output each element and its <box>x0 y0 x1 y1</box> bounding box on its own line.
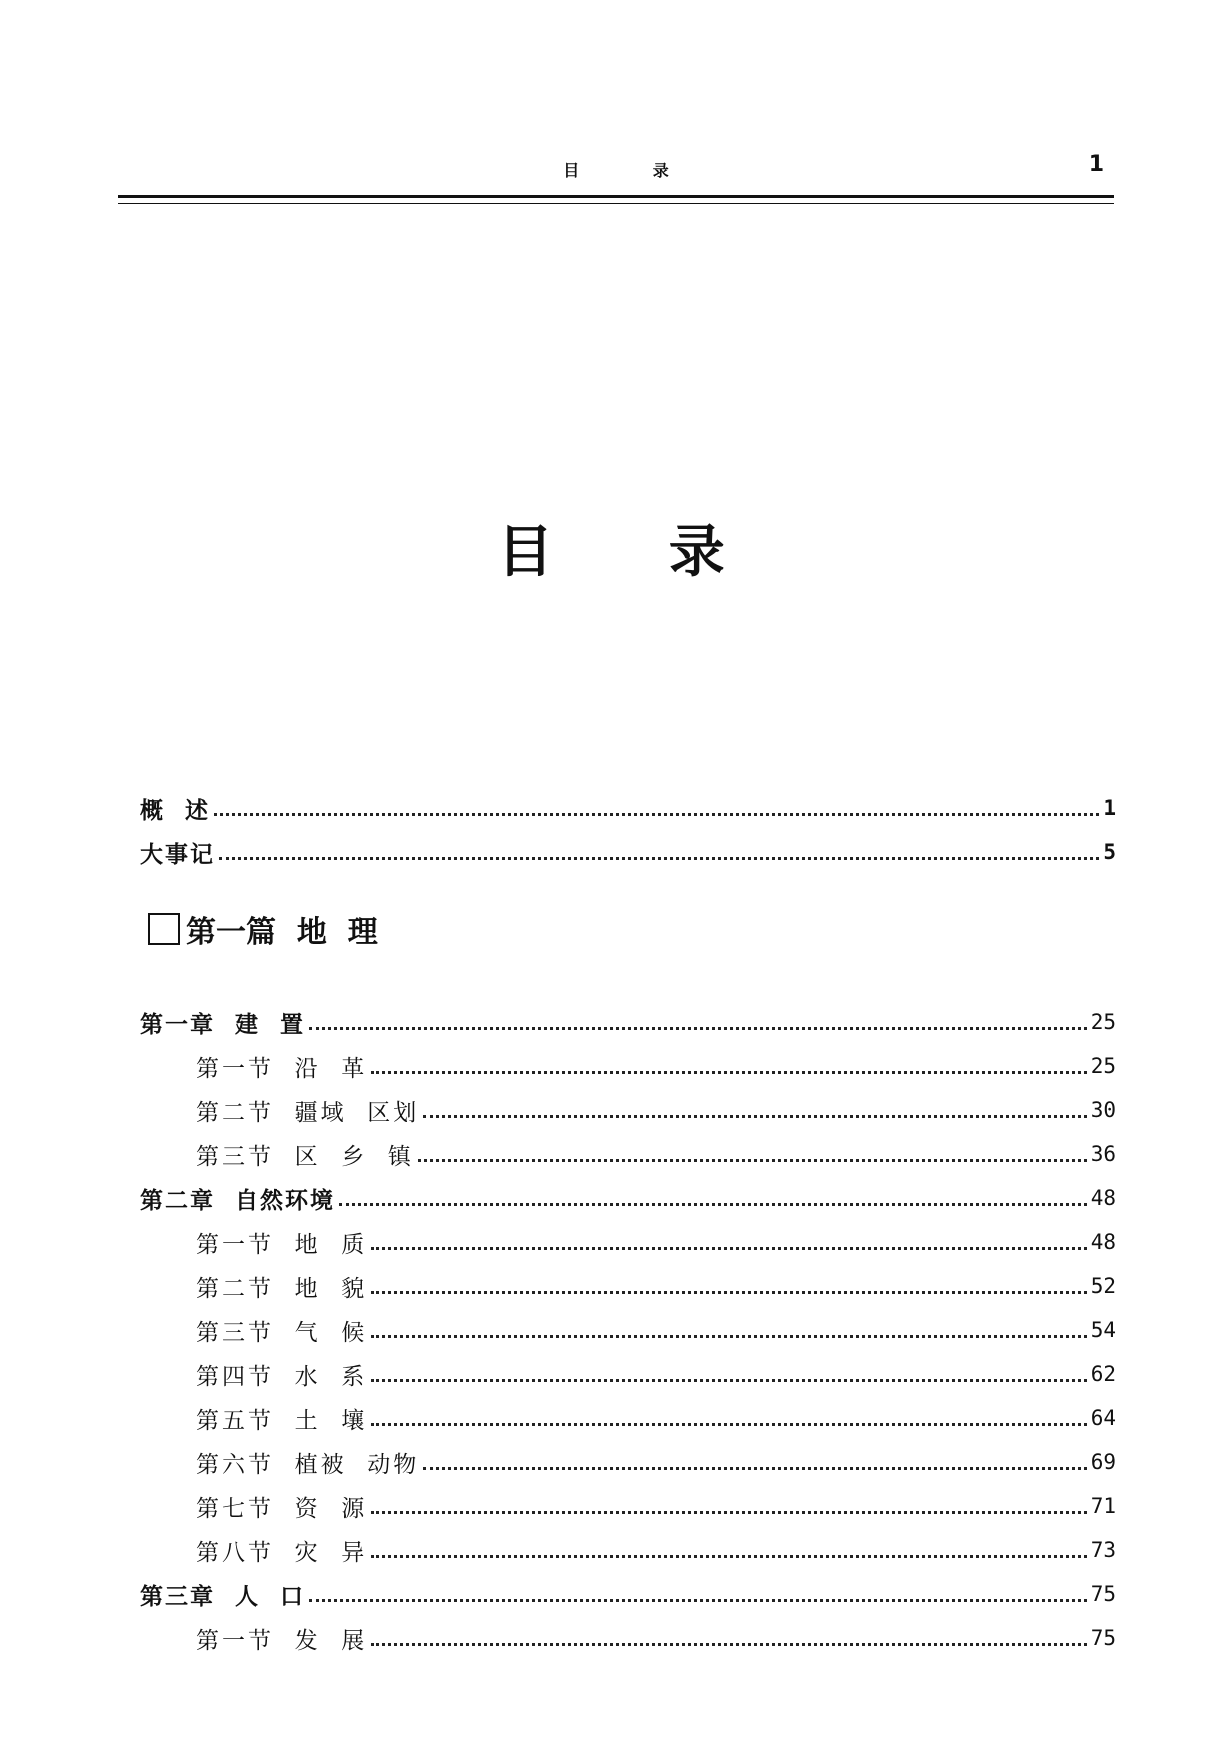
toc-section-page: 48 <box>1090 1230 1116 1254</box>
dot-leader <box>418 1159 1087 1162</box>
toc-section-label: 第五节 土 壤 <box>196 1407 368 1434</box>
toc-entry-label: 概 述 <box>140 797 211 824</box>
toc-section-label: 第六节 植被 动物 <box>196 1451 420 1478</box>
table-of-contents <box>140 786 1116 1660</box>
toc-section-label: 第三节 区 乡 镇 <box>196 1143 414 1170</box>
toc-chapter-page: 75 <box>1090 1582 1116 1606</box>
part-heading[interactable] <box>140 874 1116 974</box>
running-head-title: 目 录 <box>563 161 703 180</box>
dot-leader <box>219 857 1099 860</box>
dot-leader <box>371 1335 1086 1338</box>
toc-section-label: 第二节 地 貌 <box>196 1275 368 1302</box>
toc-section-page: 75 <box>1090 1626 1116 1650</box>
page-title: 目 录 <box>497 520 773 585</box>
toc-chapter-label: 第二章 自然环境 <box>140 1187 336 1214</box>
header-rule-thick <box>118 195 1114 198</box>
toc-section-page: 73 <box>1090 1538 1116 1562</box>
toc-section[interactable] <box>140 1528 1116 1572</box>
dot-leader <box>309 1599 1087 1602</box>
dot-leader <box>371 1643 1086 1646</box>
toc-chapter-label: 第一章 建 置 <box>140 1011 306 1038</box>
toc-section[interactable] <box>140 1440 1116 1484</box>
header-rule-thin <box>118 203 1114 204</box>
toc-section-label: 第一节 地 质 <box>196 1231 368 1258</box>
toc-section[interactable] <box>140 1396 1116 1440</box>
toc-section-page: 69 <box>1090 1450 1116 1474</box>
running-head-page-number: 1 <box>1088 152 1104 177</box>
toc-section[interactable] <box>140 1044 1116 1088</box>
toc-section-label: 第一节 发 展 <box>196 1627 368 1654</box>
toc-section-page: 64 <box>1090 1406 1116 1430</box>
toc-entry-chronicle[interactable] <box>140 830 1116 874</box>
toc-chapter-3[interactable] <box>140 1572 1116 1616</box>
dot-leader <box>371 1511 1086 1514</box>
toc-chapter-1[interactable] <box>140 1000 1116 1044</box>
toc-section[interactable] <box>140 1308 1116 1352</box>
dot-leader <box>423 1115 1086 1118</box>
toc-section-label: 第四节 水 系 <box>196 1363 368 1390</box>
toc-section-label: 第七节 资 源 <box>196 1495 368 1522</box>
toc-chapter-label: 第三章 人 口 <box>140 1583 306 1610</box>
part-heading-label: 第一篇 地 理 <box>186 915 378 950</box>
toc-section-label: 第一节 沿 革 <box>196 1055 368 1082</box>
toc-section-page: 36 <box>1090 1142 1116 1166</box>
toc-entry-overview[interactable] <box>140 786 1116 830</box>
toc-section-page: 62 <box>1090 1362 1116 1386</box>
dot-leader <box>214 813 1099 816</box>
dot-leader <box>423 1467 1086 1470</box>
dot-leader <box>339 1203 1087 1206</box>
toc-section[interactable] <box>140 1484 1116 1528</box>
dot-leader <box>309 1027 1087 1030</box>
toc-section-page: 25 <box>1090 1054 1116 1078</box>
toc-section-page: 52 <box>1090 1274 1116 1298</box>
toc-section[interactable] <box>140 1088 1116 1132</box>
toc-entry-label: 大事记 <box>140 841 215 868</box>
toc-entry-page: 1 <box>1103 796 1116 820</box>
toc-section[interactable] <box>140 1220 1116 1264</box>
toc-entry-page: 5 <box>1103 840 1116 864</box>
toc-chapter-page: 25 <box>1090 1010 1116 1034</box>
dot-leader <box>371 1071 1086 1074</box>
toc-section[interactable] <box>140 1616 1116 1660</box>
toc-section-page: 30 <box>1090 1098 1116 1122</box>
dot-leader <box>371 1291 1086 1294</box>
dot-leader <box>371 1555 1086 1558</box>
toc-section[interactable] <box>140 1132 1116 1176</box>
toc-section[interactable] <box>140 1264 1116 1308</box>
toc-chapter-page: 48 <box>1090 1186 1116 1210</box>
toc-section[interactable] <box>140 1352 1116 1396</box>
toc-section-page: 71 <box>1090 1494 1116 1518</box>
square-box-icon <box>148 913 180 945</box>
toc-section-label: 第八节 灾 异 <box>196 1539 368 1566</box>
running-head <box>118 150 1114 190</box>
toc-section-label: 第二节 疆域 区划 <box>196 1099 420 1126</box>
dot-leader <box>371 1247 1086 1250</box>
toc-section-page: 54 <box>1090 1318 1116 1342</box>
dot-leader <box>371 1379 1086 1382</box>
toc-chapter-2[interactable] <box>140 1176 1116 1220</box>
dot-leader <box>371 1423 1086 1426</box>
toc-section-label: 第三节 气 候 <box>196 1319 368 1346</box>
